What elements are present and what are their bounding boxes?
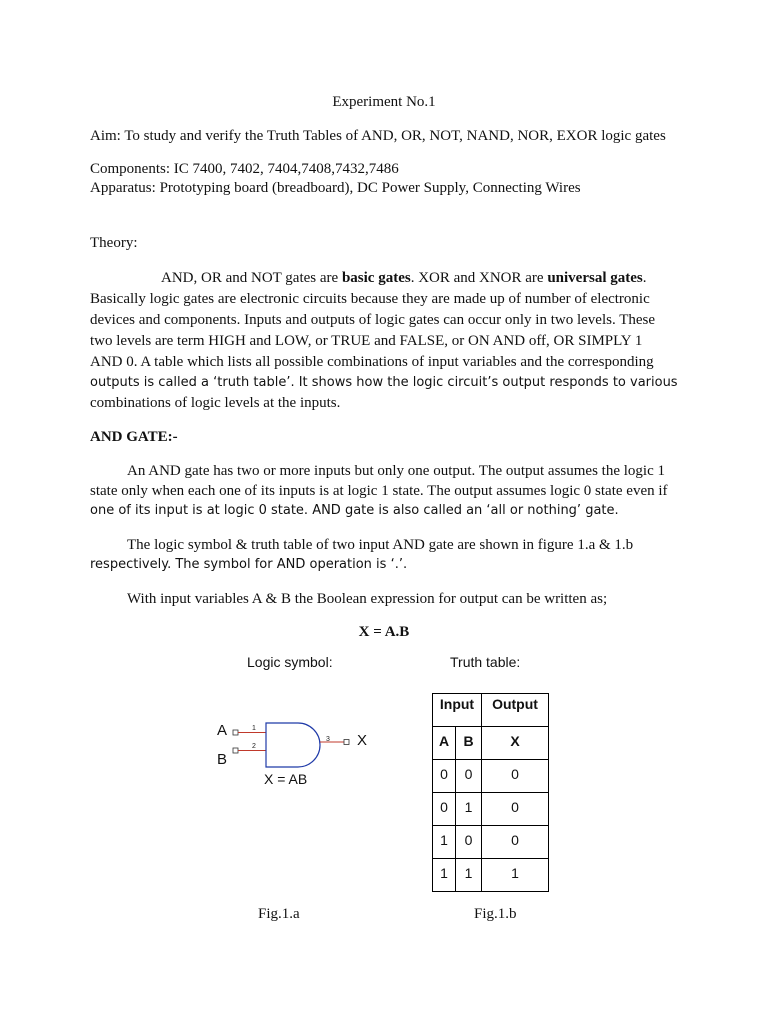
and-para-2-line-2: respectively. The symbol for AND operation is ‘.’. — [90, 557, 408, 572]
pin-2-label: 2 — [252, 743, 256, 750]
theory-text: . XOR and XNOR are — [410, 270, 548, 286]
logic-symbol-label: Logic symbol: — [247, 654, 333, 670]
theory-line-2: Basically logic gates are electronic circuits because they are made up of number of electronic — [90, 291, 650, 307]
input-a-label: A — [217, 722, 228, 739]
theory-line-4: two levels are term HIGH and LOW, or TRUE and FALSE, or ON AND off, OR SIMPLY 1 — [90, 333, 643, 349]
and-gate-body — [266, 723, 320, 767]
table-row: 1 1 — [433, 859, 482, 892]
theory-line-3: devices and components. Inputs and outputs of logic gates can occur only in two levels. These — [90, 312, 656, 328]
pin-a-terminal — [233, 730, 238, 735]
table-row: 0 1 — [433, 793, 482, 826]
table-row: 1 0 — [433, 826, 482, 859]
header-input: Input — [433, 694, 482, 727]
and-para-1-line-3: one of its input is at logic 0 state. AND gate is also called an ‘all or nothing’ gate. — [90, 503, 619, 518]
and-para-2-line-1: The logic symbol & truth table of two input AND gate are shown in figure 1.a & 1.b — [127, 537, 634, 553]
universal-gates-emphasis: universal gates — [547, 270, 643, 286]
page-title: Experiment No.1 — [332, 94, 436, 110]
and-gate-heading: AND GATE:- — [90, 429, 178, 445]
theory-heading: Theory: — [90, 235, 138, 251]
pin-3-label: 3 — [326, 736, 330, 743]
and-para-1-line-2: state only when each one of its inputs is at logic 1 state. The output assumes logic 0 state even if — [90, 483, 668, 499]
theory-text: . — [642, 270, 647, 286]
theory-line-6: outputs is called a ‘truth table’. It shows how the logic circuit’s output responds to various — [90, 375, 678, 390]
header-x: X — [482, 727, 549, 760]
and-para-3: With input variables A & B the Boolean expression for output can be written as; — [127, 591, 608, 607]
theory-line-1 — [161, 268, 647, 289]
table-row-output: 0 — [482, 760, 549, 793]
header-ab: A B — [433, 727, 482, 760]
boolean-expression: X = A.B — [358, 624, 410, 640]
truth-table-label: Truth table: — [450, 654, 521, 670]
table-row-output: 0 — [482, 826, 549, 859]
gate-expression: X = AB — [264, 771, 308, 787]
pin-1-label: 1 — [252, 725, 256, 732]
table-row: 0 0 — [433, 760, 482, 793]
theory-line-5: AND 0. A table which lists all possible combinations of input variables and the corresponding — [90, 354, 654, 370]
basic-gates-emphasis: basic gates — [341, 270, 411, 286]
table-row-output: 1 — [482, 859, 549, 892]
table-row-output: 0 — [482, 793, 549, 826]
header-output: Output — [482, 694, 549, 727]
theory-line-7: combinations of logic levels at the inputs. — [90, 395, 341, 411]
pin-b-terminal — [233, 748, 238, 753]
input-b-label: B — [217, 751, 228, 768]
aim-text: Aim: To study and verify the Truth Tables of AND, OR, NOT, NAND, NOR, EXOR logic gates — [90, 128, 666, 144]
fig-1a-caption: Fig.1.a — [258, 906, 300, 922]
fig-1b-caption: Fig.1.b — [474, 906, 517, 922]
apparatus-text: Apparatus: Prototyping board (breadboard), DC Power Supply, Connecting Wires — [90, 180, 581, 196]
theory-text: AND, OR and NOT gates are — [161, 270, 342, 286]
components-text: Components: IC 7400, 7402, 7404,7408,7432,7486 — [90, 161, 399, 177]
and-para-1-line-1: An AND gate has two or more inputs but only one output. The output assumes the logic 1 — [127, 463, 665, 479]
pin-x-terminal — [344, 740, 349, 745]
truth-table — [432, 693, 549, 892]
output-x-label: X — [357, 732, 368, 749]
